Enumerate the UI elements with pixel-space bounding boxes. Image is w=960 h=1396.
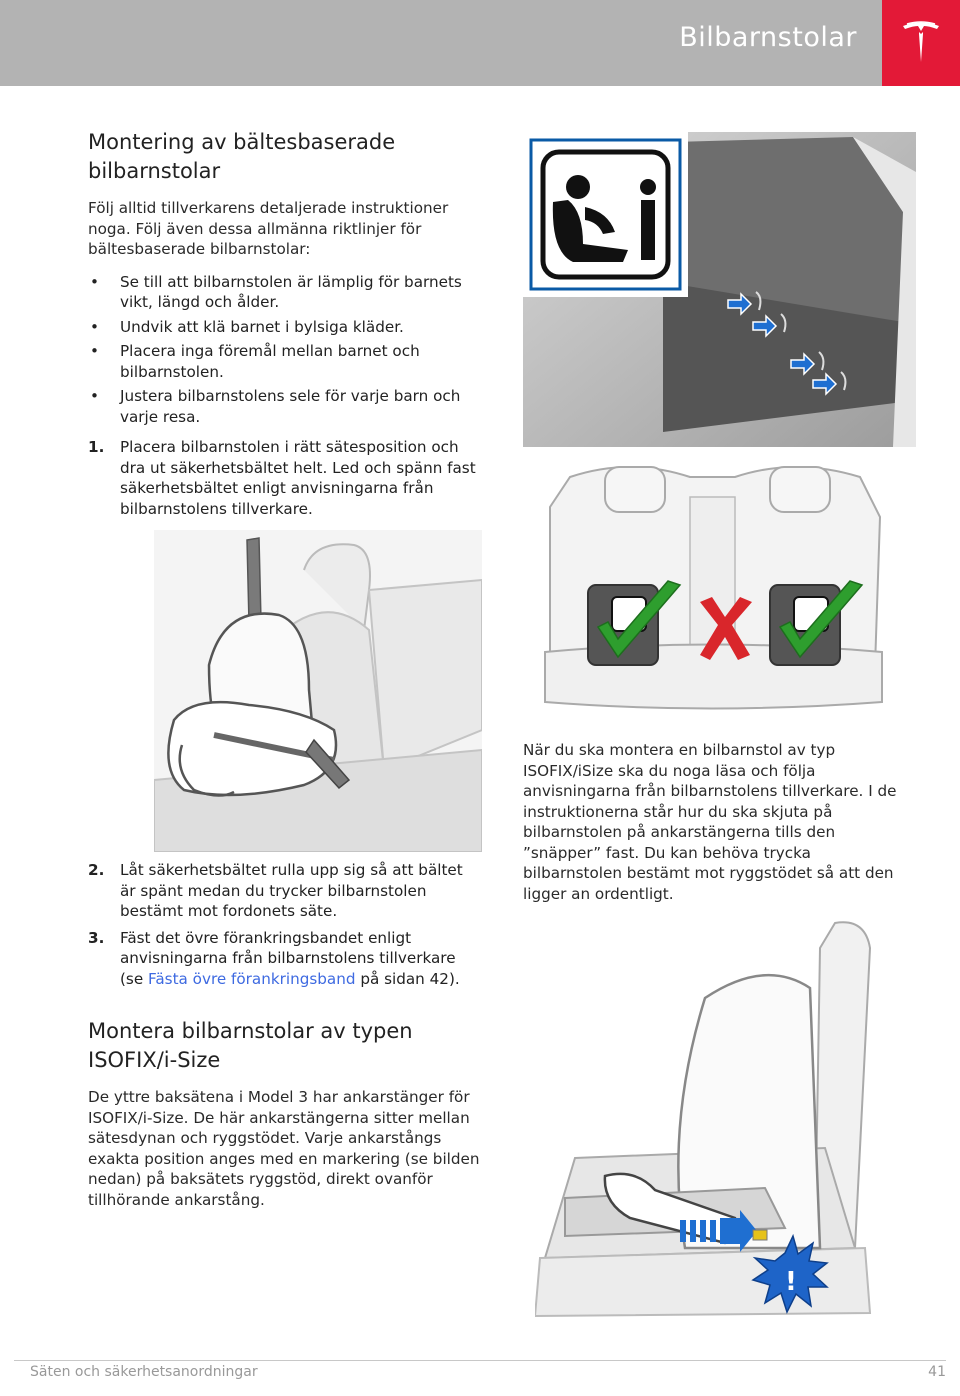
- list-item: • Placera inga föremål mellan barnet och bilbarnstolen.: [88, 341, 483, 382]
- list-item: • Se till att bilbarnstolen är lämplig för barnets vikt, längd och ålder.: [88, 272, 483, 313]
- left-column: [88, 128, 483, 525]
- list-item: • Justera bilbarnstolens sele för varje barn och varje resa.: [88, 386, 483, 427]
- left-steps-continued: [88, 860, 483, 1222]
- tesla-logo: [882, 0, 960, 86]
- step-text: Fäst det övre förankringsbandet enligt anvisningarna från bilbarnstolens tillverkare (se Fästa övre förankringsband på sidan 42).: [120, 928, 460, 988]
- guideline-list: [88, 272, 483, 428]
- tether-strap-link[interactable]: Fästa övre förankringsband: [148, 969, 356, 988]
- belt-seat-illustration: [154, 530, 482, 852]
- footer-divider: [14, 1360, 946, 1361]
- footer-page-number: 41: [928, 1364, 946, 1380]
- step-number: 3.: [88, 928, 105, 947]
- list-item: • Undvik att klä barnet i bylsiga kläder.: [88, 317, 483, 338]
- section-heading-isofix: Montera bilbarnstolar av typen ISOFIX/i-Size: [88, 1019, 413, 1072]
- step-number: 1.: [88, 438, 105, 456]
- step-text: Placera bilbarnstolen i rätt sätesposition och dra ut säkerhetsbältet helt. Led och spänn fast säkerhetsbältet enligt anvisningarna från bilbarnstolens tillverkare.: [120, 438, 476, 518]
- section-heading-belt: Montering av bältesbaserade bilbarnstolar: [88, 130, 396, 183]
- right-column-text: [523, 740, 908, 916]
- isofix-paragraph: De yttre baksätena i Model 3 har ankarstänger för ISOFIX/i-Size. De här ankarstängerna sitter mellan sätesdynan och ryggstödet. Varje ankarstångs exakta position anges med en markering (se bilden nedan) på baksätets ryggstöd, direkt ovanför tillhörande ankarstång.: [88, 1088, 480, 1209]
- step-2: [88, 860, 483, 922]
- svg-text:!: !: [785, 1267, 797, 1297]
- page-title: Bilbarnstolar: [679, 22, 857, 53]
- rear-bench-diagram: [540, 457, 885, 715]
- tesla-logo-icon: [901, 20, 941, 64]
- isofix-anchor-photo: [523, 132, 916, 447]
- step-1: [88, 437, 483, 519]
- isofix-install-paragraph: När du ska montera en bilbarnstol av typ ISOFIX/iSize ska du noga läsa och följa anvisningarna från bilbarnstolens tillverkare. I de instruktionerna står hur du ska skjuta på bilbarnstolen på ankarstängerna tills den ”snäpper” fast. Du kan behöva trycka bilbarnstolen bestämt mot ryggstödet så att den ligger an ordentligt.: [523, 741, 897, 903]
- page-header: [0, 0, 960, 86]
- child-seat-symbol: [566, 175, 590, 199]
- step-3: [88, 928, 483, 990]
- isofix-slide-illustration: [535, 918, 905, 1320]
- intro-paragraph: Följ alltid tillverkarens detaljerade instruktioner noga. Följ även dessa allmänna riktlinjer för bältesbaserade bilbarnstolar:: [88, 199, 449, 258]
- step-number: 2.: [88, 861, 105, 879]
- step-text: Låt säkerhetsbältet rulla upp sig så att bältet är spänt medan du trycker bilbarnstolen bestämt mot fordonets säte.: [120, 861, 463, 920]
- footer-section-name: Säten och säkerhetsanordningar: [30, 1364, 258, 1380]
